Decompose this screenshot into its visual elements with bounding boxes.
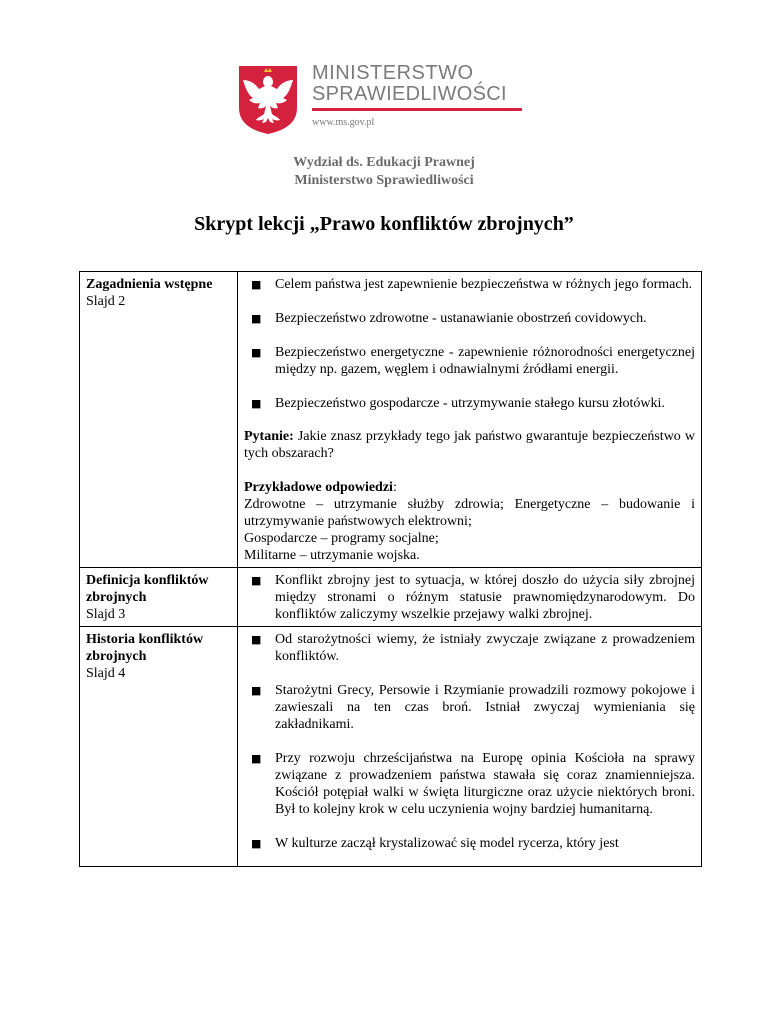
list-item: ■ Konflikt zbrojny jest to sytuacja, w której doszło do użycia siły zbrojnej między stronami o różnym statusie prawnomiędzynarodowym. Do konfliktów zaliczymy wszelkie przejawy walki zbrojnej.: [244, 572, 695, 623]
slide-number: Slajd 3: [86, 607, 126, 622]
list-item: ■ Bezpieczeństwo energetyczne - zapewnienie różnorodności energetycznej między np. gazem, węglem i odnawialnymi źródłami energii.: [244, 344, 695, 378]
lesson-table: [79, 271, 702, 867]
answer-line: Militarne – utrzymanie wojska.: [244, 548, 420, 563]
ministry-name: Ministerstwo Sprawiedliwości: [294, 173, 474, 188]
topic-name: Historia konfliktów zbrojnych: [86, 632, 204, 664]
list-item: ■ Starożytni Grecy, Persowie i Rzymianie prowadzili rozmowy pokojowe i zawieszali na ten czas broń. Istniał zwyczaj wymieniania się zakładnikami.: [244, 682, 695, 733]
department-name: Wydział ds. Edukacji Prawnej: [293, 155, 475, 170]
slide-number: Slajd 2: [86, 294, 126, 309]
ministry-logo: [228, 52, 536, 148]
logo-red-bar: [312, 108, 522, 111]
logo-url: www.ms.gov.pl: [312, 117, 375, 128]
polish-eagle-emblem-icon: [237, 64, 299, 136]
content-cell: [238, 568, 702, 627]
table-row: [80, 627, 702, 867]
topic-cell: [80, 568, 238, 627]
question: [244, 428, 695, 462]
list-item: ■ Od starożytności wiemy, że istniały zwyczaje związane z prowadzeniem konfliktów.: [244, 631, 695, 665]
table-row: [80, 272, 702, 568]
logo-justice-text: SPRAWIEDLIWOŚCI: [312, 83, 507, 105]
slide-number: Slajd 4: [86, 666, 126, 681]
question-label: Pytanie:: [244, 429, 294, 444]
list-item: ■ Bezpieczeństwo gospodarcze - utrzymywanie stałego kursu złotówki.: [244, 395, 695, 412]
content-cell: [238, 272, 702, 568]
topic-cell: [80, 272, 238, 568]
page-title: Skrypt lekcji „Prawo konfliktów zbrojnych”: [194, 213, 574, 235]
answers-colon: :: [392, 480, 397, 495]
answer-line: Zdrowotne – utrzymanie służby zdrowia; Energetyczne – budowanie i utrzymywanie państwowych elektrowni;: [244, 497, 695, 529]
list-item: ■ W kulturze zaczął krystalizować się model rycerza, który jest: [244, 835, 695, 852]
answers-label: Przykładowe odpowiedzi: [244, 480, 393, 495]
topic-name: Zagadnienia wstępne: [86, 277, 213, 292]
answer-line: Gospodarcze – programy socjalne;: [244, 531, 439, 546]
question-text: Jakie znasz przykłady tego jak państwo gwarantuje bezpieczeństwo w tych obszarach?: [244, 429, 695, 461]
list-item: ■ Przy rozwoju chrześcijaństwa na Europę opinia Kościoła na sprawy związane z prowadzeniem państwa stawała się coraz znamienniejsza. Kościół potępiał walki w święta liturgiczne oraz użycie niektórych broni. Był to kolejny krok w celu uczynienia wojny bardziej humanitarną.: [244, 750, 695, 818]
sample-answers: [244, 479, 695, 564]
logo-ministry-text: MINISTERSTWO: [312, 62, 474, 84]
content-cell: [238, 627, 702, 867]
topic-name: Definicja konfliktów zbrojnych: [86, 573, 209, 605]
table-row: [80, 568, 702, 627]
topic-cell: [80, 627, 238, 867]
list-item: ■ Bezpieczeństwo zdrowotne - ustanawianie obostrzeń covidowych.: [244, 310, 695, 327]
list-item: ■ Celem państwa jest zapewnienie bezpieczeństwa w różnych jego formach.: [244, 276, 695, 293]
